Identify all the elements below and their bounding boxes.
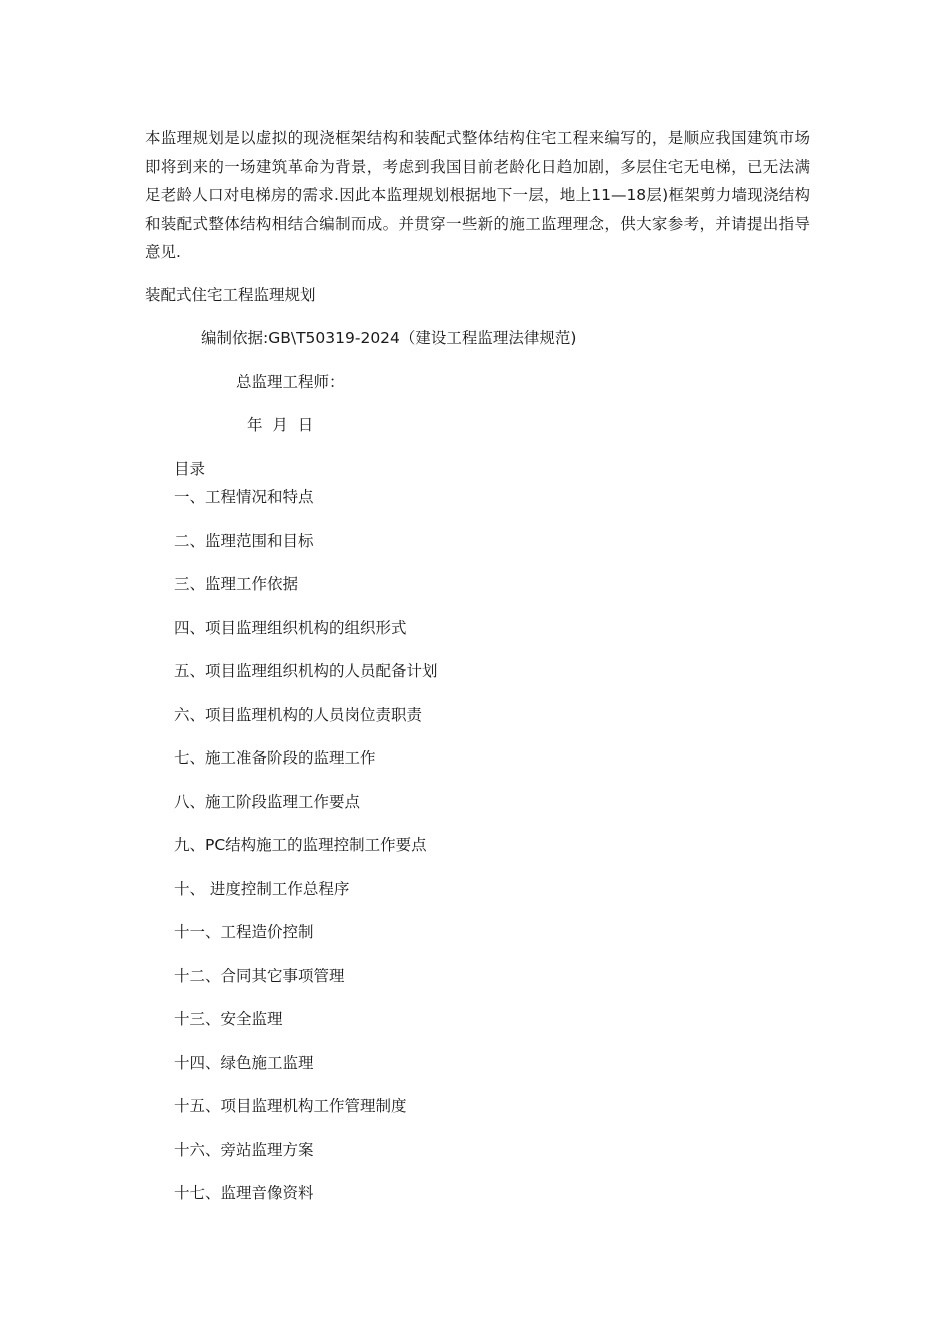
toc-item: 五、项目监理组织机构的人员配备计划 xyxy=(174,662,438,680)
date-line: 年 月 日 xyxy=(247,416,314,434)
toc-item: 六、项目监理机构的人员岗位责职责 xyxy=(174,705,423,724)
toc-item: 四、项目监理组织机构的组织形式 xyxy=(174,618,407,637)
toc-item: 九、PC结构施工的监理控制工作要点 xyxy=(174,836,427,854)
chief-engineer-label: 总监理工程师： xyxy=(236,373,345,391)
toc-item: 十二、合同其它事项管理 xyxy=(174,966,345,985)
toc-item: 八、施工阶段监理工作要点 xyxy=(174,792,361,811)
toc-item: 十七、监理音像资料 xyxy=(174,1184,314,1202)
toc-item: 十四、绿色施工监理 xyxy=(174,1053,314,1072)
compilation-basis: 编制依据:GB\T50319-2024（建设工程监理法律规范) xyxy=(201,329,577,347)
toc-item: 二、监理范围和目标 xyxy=(174,531,314,550)
toc-item: 十三、安全监理 xyxy=(174,1010,283,1028)
toc-item: 一、工程情况和特点 xyxy=(174,488,314,506)
intro-paragraph: 本监理规划是以虚拟的现浇框架结构和装配式整体结构住宅工程来编写的，是顺应我国建筑市场即将到来的一场建筑革命为背景，考虑到我国目前老龄化日趋加剧，多层住宅无电梯，已无法满足老龄人口对电梯房的需求.因此本监理规划根据地下一层，地上11—18层)框架剪力墙现浇结构和装配式整体结构相结合编制而成。并贯穿一些新的施工监理理念，供大家参考，并请提出指导意见. xyxy=(145,129,810,261)
table-of-contents xyxy=(174,486,438,1226)
toc-item: 七、施工准备阶段的监理工作 xyxy=(174,749,376,767)
toc-item: 十六、旁站监理方案 xyxy=(174,1140,314,1159)
toc-heading: 目录 xyxy=(174,460,206,478)
toc-item: 三、监理工作依据 xyxy=(174,575,299,593)
toc-item: 十一、工程造价控制 xyxy=(174,923,314,941)
document-title: 装配式住宅工程监理规划 xyxy=(145,286,316,304)
toc-item: 十五、项目监理机构工作管理制度 xyxy=(174,1097,407,1115)
toc-item: 十、 进度控制工作总程序 xyxy=(174,879,350,898)
